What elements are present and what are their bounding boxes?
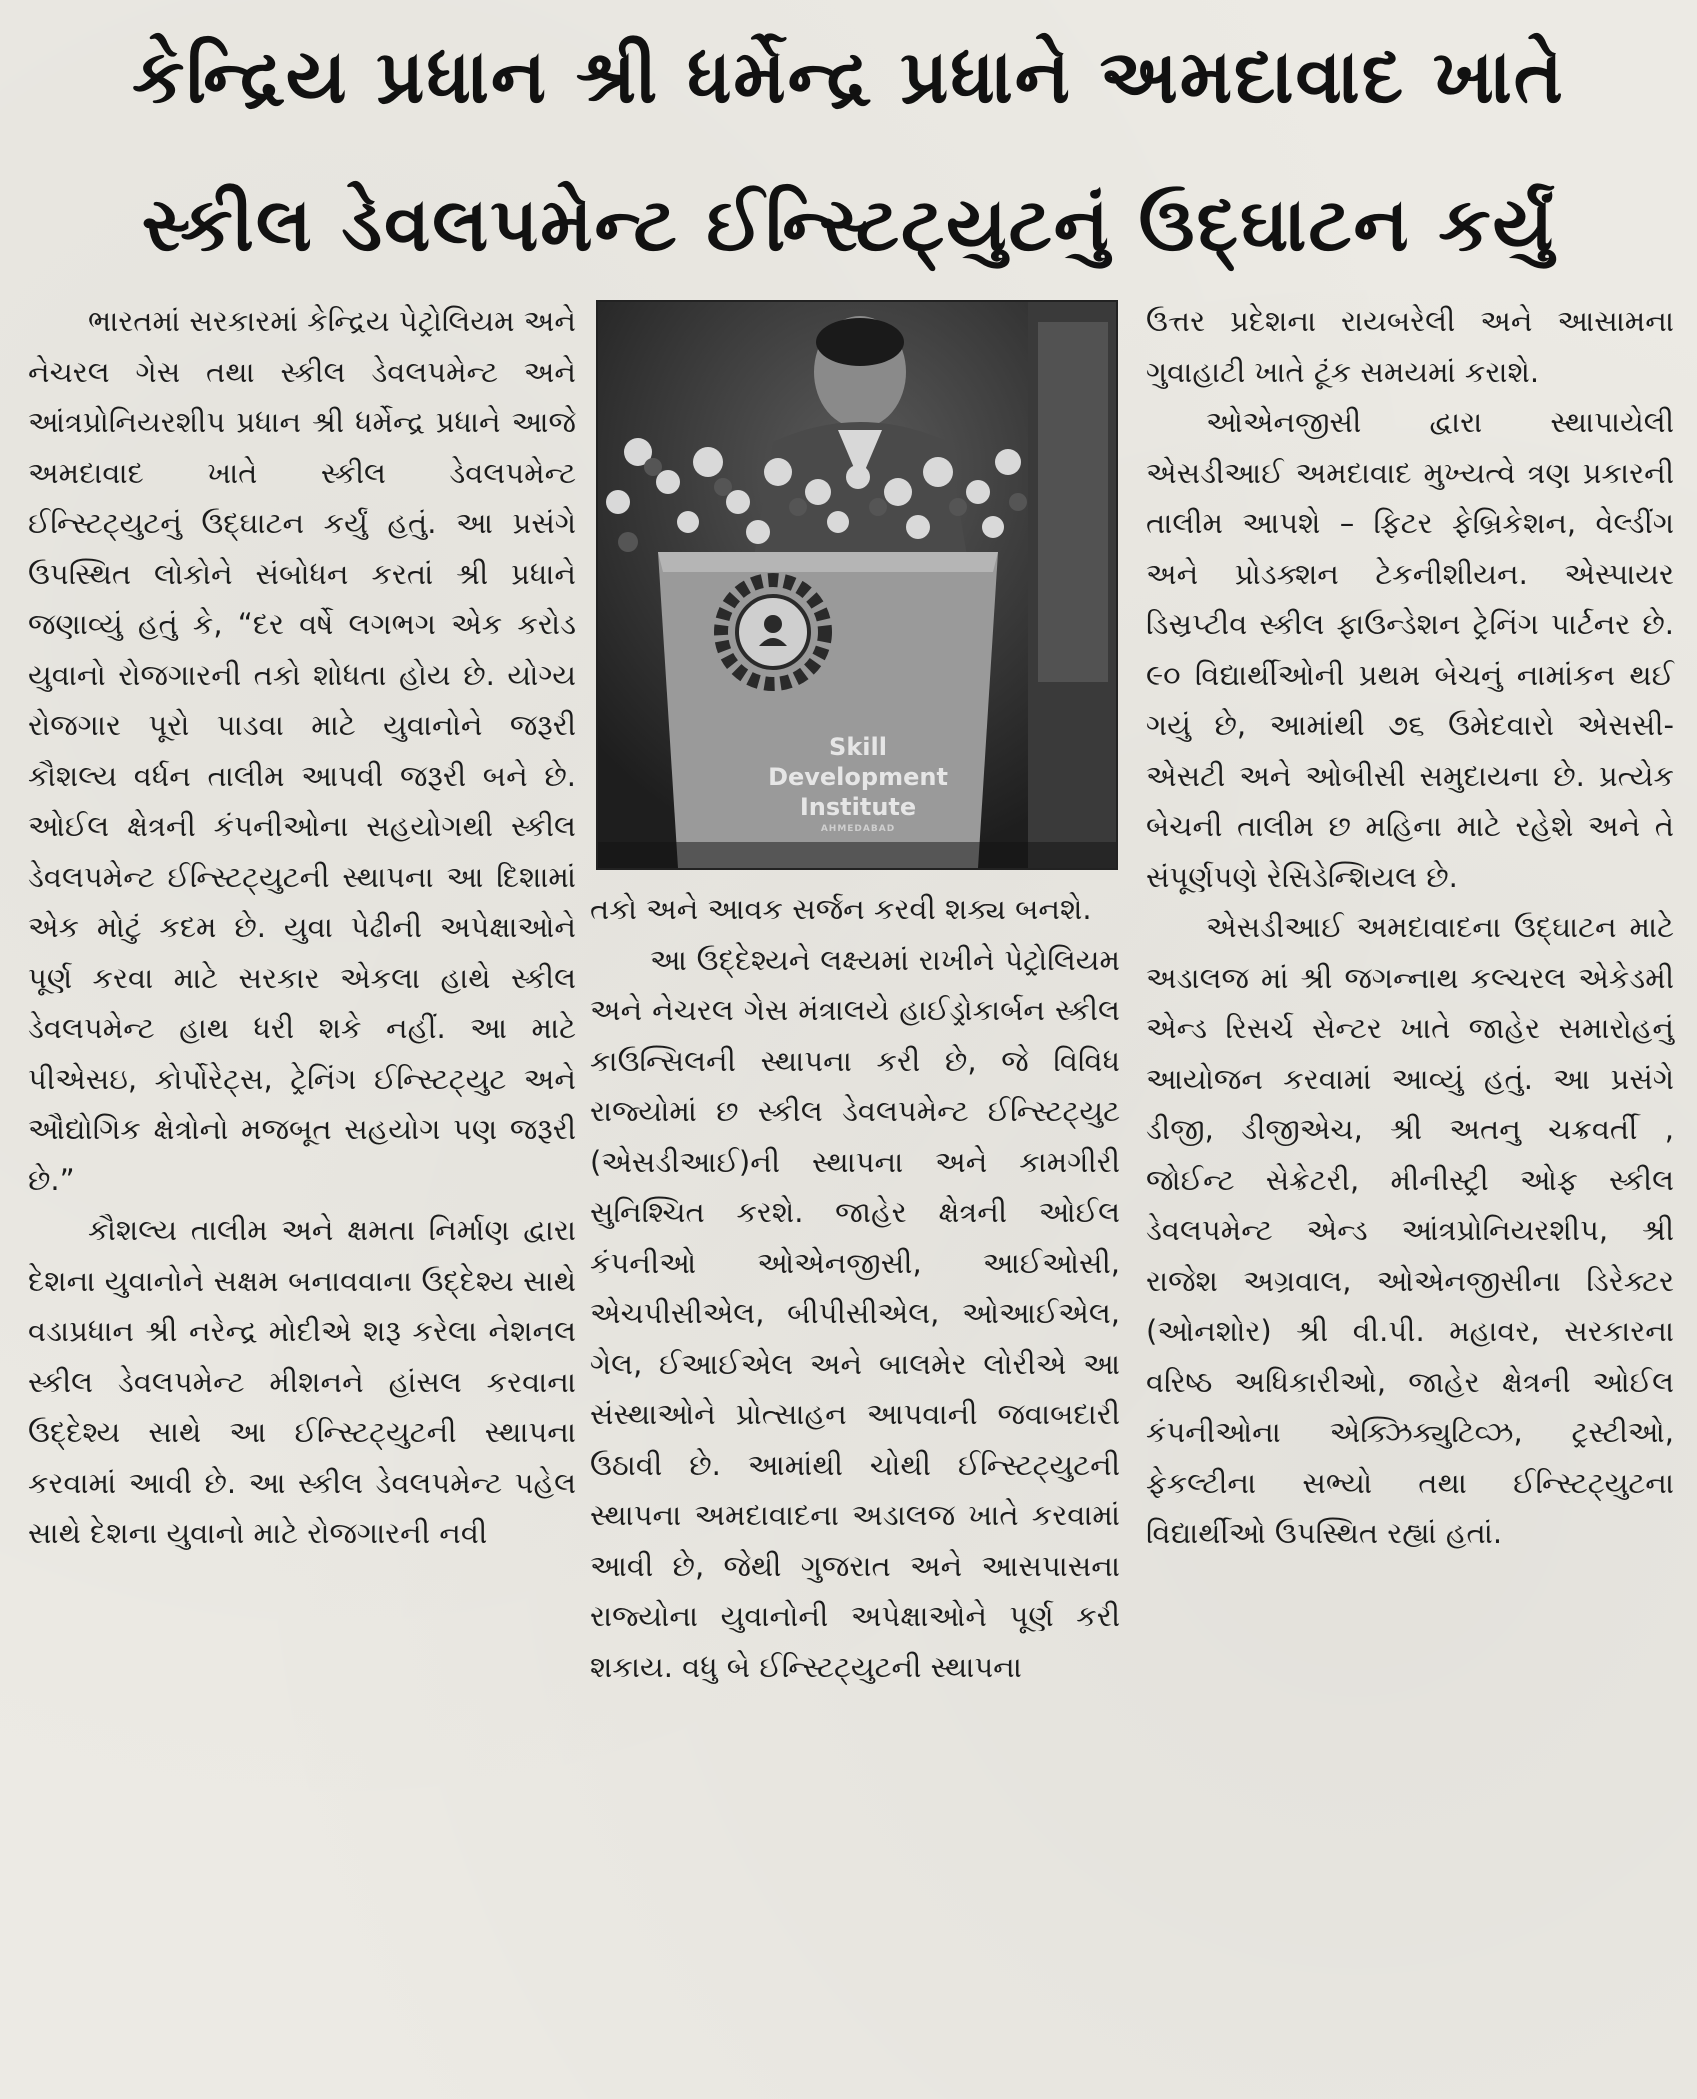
- paragraph: તકો અને આવક સર્જન કરવી શક્ય બનશે.: [590, 892, 1092, 926]
- paragraph: ઓએનજીસી દ્વારા સ્થાપાયેલી એસડીઆઈ અમદાવાદ મુખ્યત્વે ત્રણ પ્રકારની તાલીમ આપશે – ફિટર ફેબ્રિકેશન, વેલ્ડીંગ અને પ્રોડક્શન ટેકનીશીયન. એસ્પાયર ડિસ્રપ્ટીવ સ્કીલ ફાઉન્ડેશન ટ્રેનિંગ પાર્ટનર છે. ૯૦ વિદ્યાર્થીઓની પ્રથમ બેચનું નામાંકન થઈ ગયું છે, આમાંથી ૭૬ ઉમેદવારો એસસી-એસટી અને ઓબીસી સમુદાયના છે. પ્રત્યેક બેચની તાલીમ છ મહિના માટે રહેશે અને તે સંપૂર્ણપણે રેસિડેન્શિયલ છે.: [1146, 405, 1674, 894]
- paragraph: કૌશલ્ય તાલીમ અને ક્ષમતા નિર્માણ દ્વારા દેશના યુવાનોને સક્ષમ બનાવવાના ઉદ્દેશ્ય સાથે વડાપ્રધાન શ્રી નરેન્દ્ર મોદીએ શરૂ કરેલા નેશનલ સ્કીલ ડેવલપમેન્ટ મીશનને હાંસલ કરવાના ઉદ્દેશ્ય સાથે આ ઈન્સ્ટિટ્યુટની સ્થાપના કરવામાં આવી છે. આ સ્કીલ ડેવલપમેન્ટ પહેલ સાથે દેશના યુવાનો માટે રોજગારની નવી: [28, 1213, 576, 1550]
- article-column-1: [28, 296, 576, 1559]
- paragraph: એસડીઆઈ અમદાવાદના ઉદ્ઘાટન માટે અડાલજ માં શ્રી જગન્નાથ કલ્ચરલ એકેડમી એન્ડ રિસર્ચ સેન્ટર ખાતે જાહેર સમારોહનું આયોજન કરવામાં આવ્યું હતું. આ પ્રસંગે ડીજી, ડીજીએચ, શ્રી અતનુ ચક્રવર્તી , જોઈન્ટ સેક્રેટરી, મીનીસ્ટ્રી ઓફ સ્કીલ ડેવલપમેન્ટ એન્ડ આંત્રપ્રોનિયરશીપ, શ્રી રાજેશ અગ્રવાલ, ઓએનજીસીના ડિરેક્ટર (ઓનશોર) શ્રી વી.પી. મહાવર, સરકારના વરિષ્ઠ અધિકારીઓ, જાહેર ક્ષેત્રની ઓઈલ કંપનીઓના એક્ઝિક્યુટિવ્ઝ, ટ્રસ્ટીઓ, ફેકલ્ટીના સભ્યો તથા ઈન્સ્ટિટ્યુટના વિદ્યાર્થીઓ ઉપસ્થિત રહ્યાં હતાં.: [1146, 910, 1674, 1550]
- article-photo: [596, 300, 1118, 870]
- photo-sign-text: Skill Development Institute: [768, 733, 948, 821]
- headline-line-1: કેન્દ્રિય પ્રધાન શ્રી ધર્મેન્દ્ર પ્રધાને અમદાવાદ ખાતે: [132, 34, 1565, 120]
- headline-line-2: સ્કીલ ડેવલપમેન્ટ ઈન્સ્ટિટ્યુટનું ઉદ્ઘાટન કર્યું: [141, 182, 1556, 268]
- paragraph: ભારતમાં સરકારમાં કેન્દ્રિય પેટ્રોલિયમ અને નેચરલ ગેસ તથા સ્કીલ ડેવલપમેન્ટ અને આંત્રપ્રોનિયરશીપ પ્રધાન શ્રી ધર્મેન્દ્ર પ્રધાને આજે અમદાવાદ ખાતે સ્કીલ ડેવલપમેન્ટ ઈન્સ્ટિટ્યુટનું ઉદ્ઘાટન કર્યું હતું. આ પ્રસંગે ઉપસ્થિત લોકોને સંબોધન કરતાં શ્રી પ્રધાને જણાવ્યું હતું કે, “દર વર્ષે લગભગ એક કરોડ યુવાનો રોજગારની તકો શોધતા હોય છે. યોગ્ય રોજગાર પૂરો પાડવા માટે યુવાનોને જરૂરી કૌશલ્ય વર્ધન તાલીમ આપવી જરૂરી બને છે. ઓઈલ ક્ષેત્રની કંપનીઓના સહયોગથી સ્કીલ ડેવલપમેન્ટ ઈન્સ્ટિટ્યુટની સ્થાપના આ દિશામાં એક મોટું કદમ છે. યુવા પેઢીની અપેક્ષાઓને પૂર્ણ કરવા માટે સરકાર એકલા હાથે સ્કીલ ડેવલપમેન્ટ હાથ ધરી શકે નહીં. આ માટે પીએસઇ, કોર્પોરેટ્સ, ટ્રેનિંગ ઈન્સ્ટિટ્યુટ અને ઔદ્યોગિક ક્ષેત્રોનો મજબૂત સહયોગ પણ જરૂરી છે.”: [28, 304, 576, 1197]
- article-column-2: [590, 884, 1120, 1692]
- paragraph: આ ઉદ્દેશ્યને લક્ષ્યમાં રાખીને પેટ્રોલિયમ અને નેચરલ ગેસ મંત્રાલયે હાઈડ્રોકાર્બન સ્કીલ કાઉન્સિલની સ્થાપના કરી છે, જે વિવિધ રાજ્યોમાં છ સ્કીલ ડેવલપમેન્ટ ઈન્સ્ટિટ્યુટ (એસડીઆઈ)ની સ્થાપના અને કામગીરી સુનિશ્ચિત કરશે. જાહેર ક્ષેત્રની ઓઈલ કંપનીઓ ઓએનજીસી, આઈઓસી, એચપીસીએલ, બીપીસીએલ, ઓઆઈએલ, ગેલ, ઈઆઈએલ અને બાલમેર લોરીએ આ સંસ્થાઓને પ્રોત્સાહન આપવાની જવાબદારી ઉઠાવી છે. આમાંથી ચોથી ઈન્સ્ટિટ્યુટની સ્થાપના અમદાવાદના અડાલજ ખાતે કરવામાં આવી છે, જેથી ગુજરાત અને આસપાસના રાજ્યોના યુવાનોની અપેક્ષાઓને પૂર્ણ કરી શકાય. વધુ બે ઈન્સ્ટિટ્યુટની સ્થાપના: [590, 942, 1120, 1684]
- photo-sign-city: AHMEDABAD: [820, 824, 896, 834]
- article-column-3: [1146, 296, 1674, 1559]
- paragraph: ઉત્તર પ્રદેશના રાયબરેલી અને આસામના ગુવાહાટી ખાતે ટૂંક સમયમાં કરાશે.: [1146, 304, 1674, 389]
